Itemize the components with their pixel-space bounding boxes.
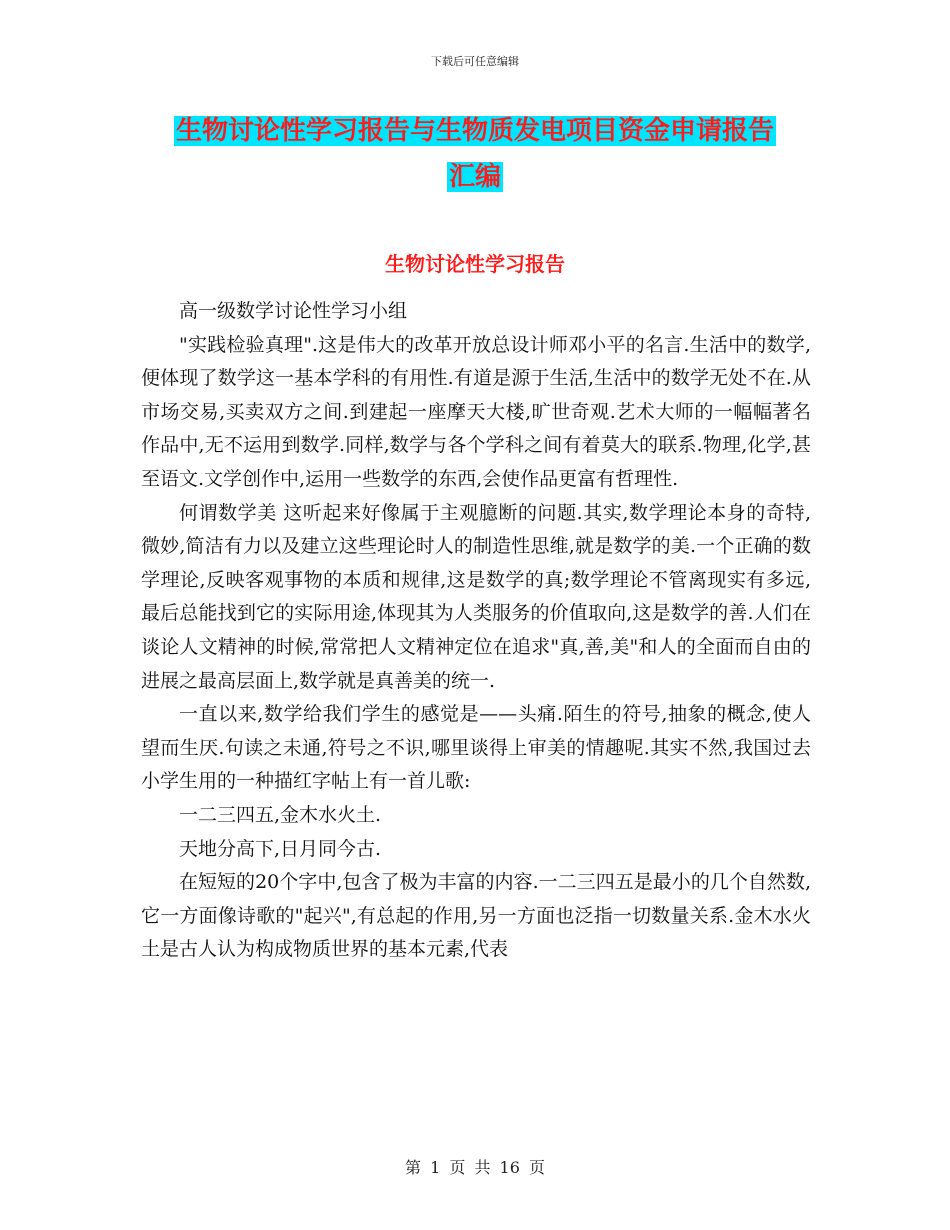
section-title: 生物讨论性学习报告 (385, 252, 565, 276)
paragraph: "实践检验真理".这是伟大的改革开放总设计师邓小平的名言.生活中的数学,便体现了数学这一基本学科的有用性.有道是源于生活,生活中的数学无处不在.从市场交易,买卖双方之间.到建起一座摩天大楼,旷世奇观.艺术大师的一幅幅著名作品中,无不运用到数学.同样,数学与各个学科之间有着莫大的联系.物理,化学,甚至语文.文学创作中,运用一些数学的东西,会使作品更富有哲理性. (141, 333, 811, 490)
paragraph-group-name: 高一级数学讨论性学习小组 (179, 300, 408, 322)
document-title-line-1: 生物讨论性学习报告与生物质发电项目资金申请报告 (175, 116, 774, 146)
header-note: 下载后可任意编辑 (431, 55, 519, 68)
document-title (0, 108, 950, 200)
poem-line: 一二三四五,金木水火土. (179, 803, 382, 826)
paragraph: 何谓数学美 这听起来好像属于主观臆断的问题.其实,数学理论本身的奇特,微妙,简洁有力以及建立这些理论时人的制造性思维,就是数学的美.一个正确的数学理论,反映客观事物的本质和规律,这是数学的真;数学理论不管离现实有多远,最后总能找到它的实际用途,体现其为人类服务的价值取向,这是数学的善.人们在谈论人文精神的时候,常常把人文精神定位在追求"真,善,美"和人的全面而自由的进展之最高层面上,数学就是真善美的统一. (141, 501, 811, 692)
paragraph: 在短短的20个字中,包含了极为丰富的内容.一二三四五是最小的几个自然数,它一方面像诗歌的"起兴",有总起的作用,另一方面也泛指一切数量关系.金木水火土是古人认为构成物质世界的基本元素,代表 (141, 871, 811, 961)
document-title-line-2: 汇编 (448, 162, 501, 192)
paragraph: 一直以来,数学给我们学生的感觉是——头痛.陌生的符号,抽象的概念,使人望而生厌.句读之未通,符号之不识,哪里谈得上审美的情趣呢.其实不然,我国过去小学生用的一种描红字帖上有一首儿歌: (141, 703, 811, 793)
poem-line: 天地分高下,日月同今古. (179, 837, 382, 860)
document-body (141, 295, 811, 967)
page-number: 第 1 页 共 16 页 (405, 1158, 545, 1177)
